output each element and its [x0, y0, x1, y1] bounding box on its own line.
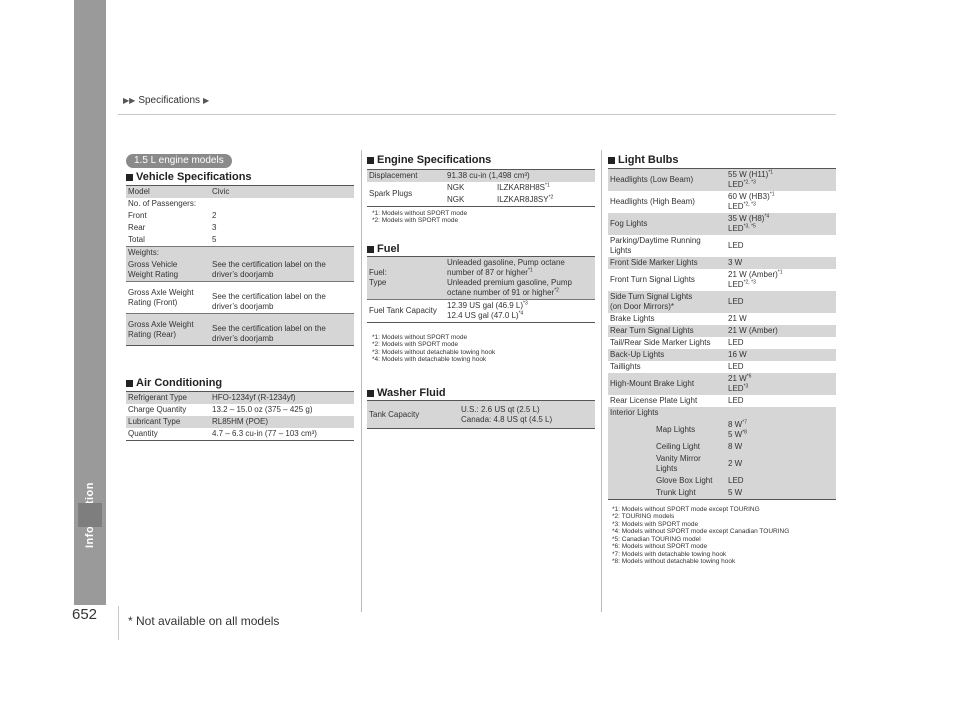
table-cell: Unleaded gasoline, Pump octane number of 87 or higher$^{*1}$ Unleaded premium gasoline, Pump octane number of 91 or higher$^{*2}$ — [445, 257, 595, 300]
table-cell: 21 W — [728, 314, 747, 323]
table-cell: Rear License Plate Light — [610, 396, 698, 405]
section-bullet-icon — [126, 380, 133, 387]
table-cell: U.S.: 2.6 US qt (2.5 L) Canada: 4.8 US qt (4.5 L) — [459, 401, 595, 429]
footnote-line: *2: TOURING models — [612, 513, 675, 521]
table-row — [126, 404, 354, 416]
table-cell: HFO-1234yf (R-1234yf) — [210, 392, 354, 405]
table-cell: 5 W — [726, 487, 836, 500]
table-cell: Trunk Light — [608, 487, 726, 500]
table-cell: Back-Up Lights — [608, 349, 726, 361]
table-cell: Front Side Marker Lights — [608, 257, 726, 269]
table-cell: Parking/Daytime Running Lights — [610, 236, 701, 255]
table-cell: Rear Turn Signal Lights — [608, 325, 726, 337]
table-row — [367, 182, 595, 194]
footnote-line: *1: Models without SPORT mode except TOURING — [612, 506, 760, 513]
table-row — [608, 453, 836, 475]
table-cell: Displacement — [367, 170, 445, 183]
footnote-line: *8: Models without detachable towing hook — [612, 558, 736, 566]
table-row — [608, 487, 836, 500]
table-row — [126, 282, 354, 314]
table-cell: Weights: — [126, 247, 354, 260]
table-row — [126, 314, 354, 346]
table-cell: Front — [128, 211, 147, 220]
table-row — [126, 392, 354, 405]
section-bullet-icon — [367, 390, 374, 397]
table-cell: Glove Box Light — [608, 475, 726, 487]
section-title-fuel: Fuel — [367, 243, 400, 255]
table-cell: 5 — [212, 235, 217, 244]
table-cell: Tank Capacity — [367, 401, 459, 429]
table-cell: 21 W (Amber) — [726, 325, 836, 337]
section-bullet-icon — [126, 174, 133, 181]
table-cell: Gross Vehicle Weight Rating — [126, 259, 210, 282]
engine-spec-table — [367, 169, 595, 207]
availability-footnote: * Not available on all models — [128, 614, 280, 628]
table-cell: 21 $W^{*6}$ LED$^{*3}$ — [726, 373, 836, 395]
table-row — [608, 213, 836, 235]
side-tab-marker — [78, 503, 102, 527]
table-cell: LED — [726, 475, 836, 487]
table-cell: 35 W $(H8)^{*4}$ $LED^{*3, *5}$ — [726, 213, 836, 235]
section-title-engine: Engine Specifications — [367, 154, 491, 166]
table-cell: LED — [728, 241, 744, 250]
table-cell: 3 W — [726, 257, 836, 269]
table-cell: RL85HM (POE) — [210, 416, 354, 428]
section-title-vehicle: Vehicle Specifications — [126, 171, 252, 183]
breadcrumb — [123, 95, 209, 106]
table-cell: 12.39 US gal (46.9 L)$^{*3}$ 12.4 US gal (47.0 L)$^{*4}$ — [447, 300, 528, 320]
table-row — [367, 300, 595, 323]
table-row — [608, 325, 836, 337]
table-cell: Map Lights — [608, 419, 726, 441]
table-cell: Taillights — [610, 362, 641, 371]
table-cell: LED — [726, 291, 836, 313]
table-cell: High-Mount Brake Light — [608, 373, 726, 395]
table-cell: 8 $W^{*7}$ 5 $W^{*8}$ — [726, 419, 836, 441]
section-bullet-icon — [367, 157, 374, 164]
table-row — [608, 313, 836, 325]
table-row — [608, 349, 836, 361]
table-cell: Quantity — [128, 429, 158, 438]
table-cell: Charge Quantity — [128, 405, 187, 414]
table-row — [608, 475, 836, 487]
table-cell: 91.38 cu-in (1,498 cm³) — [445, 170, 595, 183]
table-row — [608, 373, 836, 395]
table-row — [608, 441, 836, 453]
table-cell: Headlights (High Beam) — [610, 197, 695, 206]
table-row — [608, 257, 836, 269]
table-cell: 16 W — [726, 349, 836, 361]
table-cell: Ceiling Light — [608, 441, 726, 453]
column-divider — [361, 150, 362, 612]
table-row — [126, 198, 354, 210]
table-row — [367, 170, 595, 183]
table-cell: LED — [728, 396, 744, 405]
engine-model-badge: 1.5 L engine models — [126, 154, 232, 168]
fuel-notes: *1: Models without SPORT mode *2: Models with SPORT mode *3: Models without detachable towing hook *4: Models with detachable towing hook — [372, 334, 496, 364]
table-cell: 2 W — [726, 453, 836, 475]
table-cell: Side Turn Signal Lights (on Door Mirrors)* — [608, 291, 726, 313]
table-row — [608, 269, 836, 291]
table-cell: LED — [728, 338, 744, 347]
table-row — [126, 259, 354, 282]
footer-divider — [118, 606, 119, 640]
table-cell: 55 W $(H11)^{*1}$ $LED^{*2, *3}$ — [726, 169, 836, 192]
breadcrumb-arrow-icon: ▶ — [203, 96, 210, 105]
table-cell: ILZKAR8J8SY$^{*2}$ — [497, 194, 554, 204]
light-bulb-table — [608, 168, 836, 500]
vehicle-spec-table — [126, 185, 354, 346]
table-row — [608, 291, 836, 313]
table-header: Civic — [210, 186, 354, 199]
footnote-line: *4: Models without SPORT mode except Canadian TOURING — [612, 528, 790, 536]
table-cell: NGK — [447, 195, 465, 204]
section-title-ac: Air Conditioning — [126, 377, 222, 389]
table-header-row — [126, 186, 354, 199]
table-cell: Tail/Rear Side Marker Lights — [610, 338, 711, 347]
section-title-washer: Washer Fluid — [367, 387, 446, 399]
section-bullet-icon — [608, 157, 615, 164]
table-row — [126, 428, 354, 441]
table-row — [608, 407, 836, 419]
table-cell: Lubricant Type — [126, 416, 210, 428]
table-cell: Spark Plugs — [369, 189, 413, 198]
table-row — [367, 401, 595, 429]
table-row — [126, 234, 354, 247]
column-divider — [601, 150, 602, 612]
table-row — [608, 235, 836, 257]
table-cell: See the certification label on the driver’s doorjamb — [212, 292, 326, 311]
table-row — [367, 257, 595, 300]
table-row — [126, 416, 354, 428]
table-cell: Gross Axle Weight Rating (Front) — [128, 287, 194, 307]
light-notes — [612, 506, 789, 566]
table-row — [608, 419, 836, 441]
table-cell: Refrigerant Type — [126, 392, 210, 405]
table-cell: Brake Lights — [610, 314, 655, 323]
table-cell: Gross Axle Weight Rating (Rear) — [126, 314, 210, 346]
table-cell: 4.7 – 6.3 cu-in (77 – 103 cm³) — [212, 429, 317, 438]
engine-notes: *1: Models without SPORT mode *2: Models with SPORT mode — [372, 210, 468, 225]
section-bullet-icon — [367, 246, 374, 253]
page-number: 652 — [72, 606, 98, 623]
footnote-line: *3: Models with SPORT mode — [612, 520, 699, 528]
table-cell: No. of Passengers: — [128, 199, 197, 208]
table-cell: LED — [728, 362, 744, 371]
table-row — [126, 247, 354, 260]
breadcrumb-arrow-icon: ▶▶ — [123, 96, 136, 105]
washer-spec-table — [367, 400, 595, 429]
fuel-spec-table — [367, 256, 595, 323]
table-cell: 60 W $(HB3)^{*1}$ $LED^{*2, *3}$ — [728, 191, 775, 211]
ac-spec-table — [126, 391, 354, 441]
table-row — [608, 337, 836, 349]
table-cell: NGK — [447, 183, 465, 192]
table-row — [608, 361, 836, 373]
table-cell: $ILZKAR8H8S^{*1}$ — [497, 182, 550, 192]
table-row — [126, 222, 354, 234]
table-cell: 8 W — [726, 441, 836, 453]
section-title-light: Light Bulbs — [608, 154, 679, 166]
table-cell: Interior Lights — [608, 407, 836, 419]
table-cell: Vanity Mirror Lights — [608, 453, 726, 475]
table-cell: Fuel: Type — [367, 257, 445, 300]
table-row — [608, 169, 836, 192]
table-cell: Rear — [128, 223, 146, 232]
table-cell: Headlights (Low Beam) — [608, 169, 726, 192]
table-header: Model — [126, 186, 210, 199]
table-cell: 2 — [212, 211, 217, 220]
table-cell: See the certification label on the driver’s doorjamb — [210, 314, 354, 346]
table-cell: Fuel Tank Capacity — [369, 306, 437, 315]
table-cell: Front Turn Signal Lights — [610, 275, 695, 284]
footnote-line: *5: Canadian TOURING model — [612, 535, 701, 543]
table-cell: 3 — [212, 223, 217, 232]
table-cell: See the certification label on the driver’s doorjamb — [210, 259, 354, 282]
breadcrumb-item[interactable]: Specifications — [138, 95, 201, 106]
table-cell: Total — [128, 235, 145, 244]
footnote-line: *6: Models without SPORT mode — [612, 543, 708, 551]
header-divider — [118, 114, 836, 115]
table-row — [608, 395, 836, 407]
table-row — [608, 191, 836, 213]
table-cell: Fog Lights — [608, 213, 726, 235]
table-row — [126, 210, 354, 222]
table-cell: 13.2 – 15.0 oz (375 – 425 g) — [212, 405, 313, 414]
table-cell: 21 W (Amber)$^{*1}$ $LED^{*2, *3}$ — [728, 269, 783, 289]
footnote-line: *7: Models with detachable towing hook — [612, 550, 727, 558]
